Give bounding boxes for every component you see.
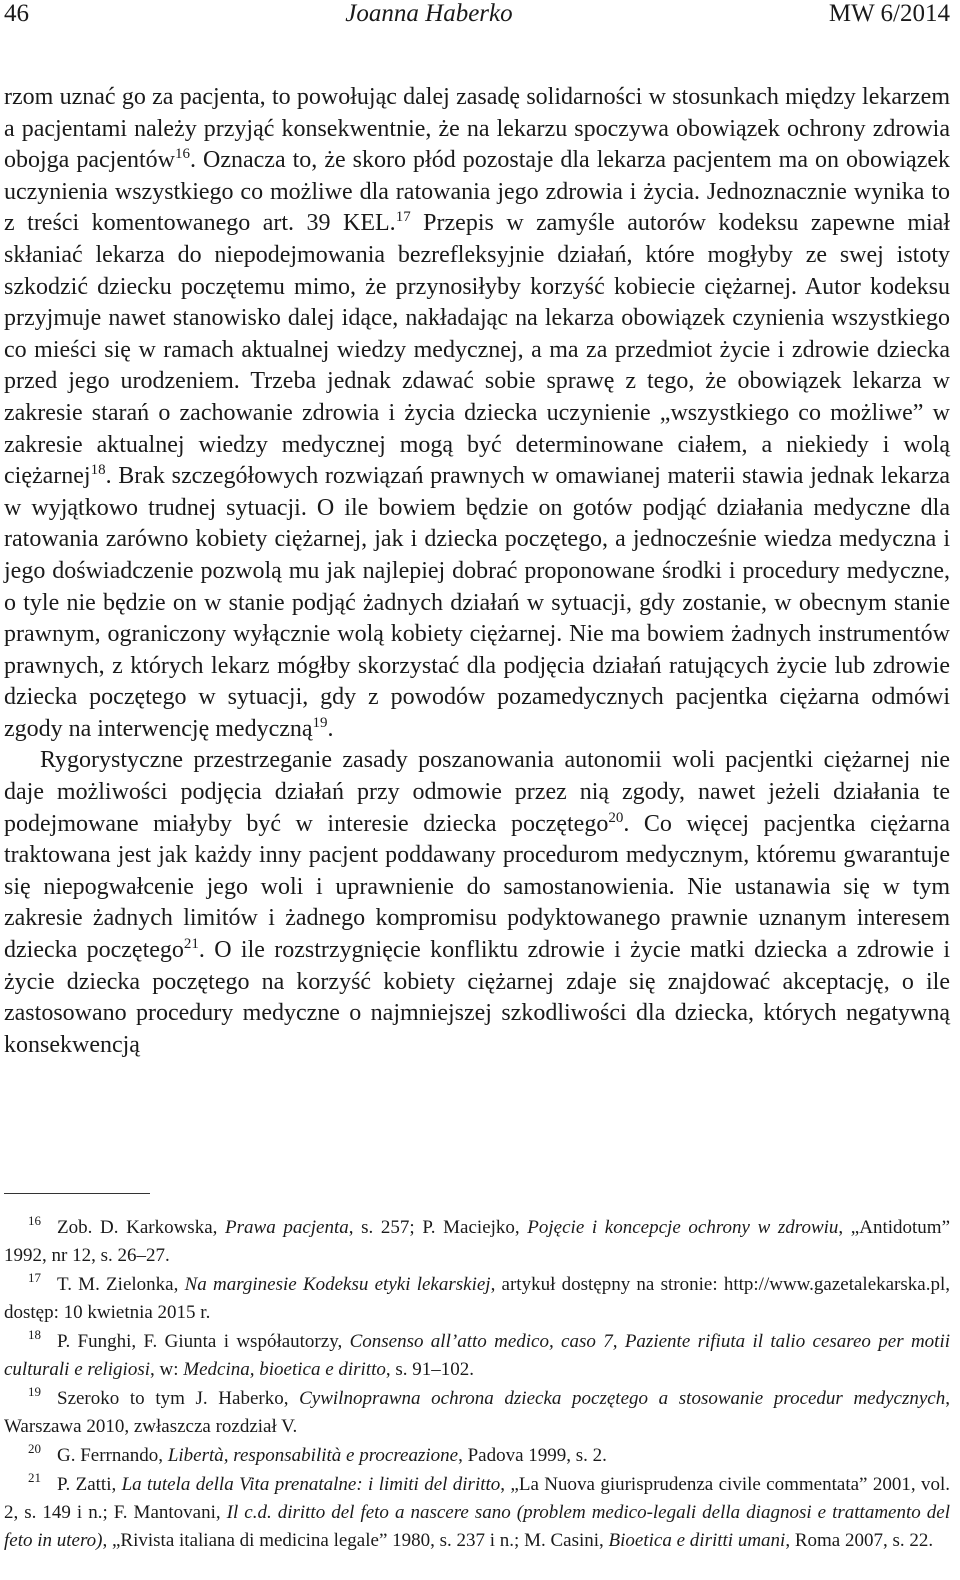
footnote-18 xyxy=(4,1328,950,1384)
footnote-21 xyxy=(4,1471,950,1555)
footnote-ref-20[interactable]: 20 xyxy=(608,809,624,826)
footnote-title: Consenso all’atto medico, caso 7, Paziente rifiuta il talio cesareo per motii culturali e religiosi xyxy=(4,1331,950,1380)
footnote-title: Il c.d. diritto del feto a nascere sano (problem medico-legali della diagnosi e trattamento del feto in utero) xyxy=(4,1502,950,1551)
text-run: Przepis w zamyśle autorów kodeksu zapewne miał skłaniać lekarza do niepodejmowania bezrefleksyjnie działań, które mogłyby ze swej istoty szkodzić dziecku poczętemu mimo, że przynosiłyby korzyść kobiecie ciężarnej. Autor kodeksu przyjmuje nawet stanowisko dalej idące, nakładając na lekarza obowiązek czynienia wszystkiego co mieści się w ramach aktualnej wiedzy medycznej, a ma za przedmiot życie i zdrowie dziecka przed jego urodzeniem. Trzeba jednak zdawać sobie sprawę z tego, że obowiązek lekarza w zakresie starań o zachowanie zdrowia i życia dziecka uczynienie „wszystkiego co możliwe” w zakresie aktualnej wiedzy medycznej mogą być determinowane ciałem, a niekiedy i wolą ciężarnej xyxy=(4,210,950,490)
footnote-ref-16[interactable]: 16 xyxy=(174,146,190,163)
footnote-19 xyxy=(4,1385,950,1441)
footnote-text: P. Zatti, xyxy=(57,1474,122,1495)
page-number: 46 xyxy=(4,0,29,27)
paragraph-2 xyxy=(4,745,950,1061)
paragraph-1 xyxy=(4,82,950,745)
footnote-title: Cywilnoprawna ochrona dziecka poczętego a stosowanie procedur medycznych xyxy=(299,1388,946,1409)
footnote-number: 19 xyxy=(28,1384,41,1399)
footnote-text: , s. 257; P. Maciejko, xyxy=(348,1217,528,1238)
footnote-text: P. Funghi, F. Giunta i współautorzy, xyxy=(57,1331,350,1352)
footnote-20 xyxy=(4,1442,950,1470)
footnote-title: La tutela della Vita prenatalne: i limiti del diritto xyxy=(121,1474,501,1495)
footnote-16 xyxy=(4,1214,950,1270)
text-run: rzom uznać go za pacjenta, to powołując dalej zasadę solidarności w stosunkach między lekarzem a pacjentami należy przyjąć konsekwentnie, że na lekarzu spoczywa obowiązek ochrony zdrowia obojga pacjentów xyxy=(4,84,950,174)
footnote-title: Prawa pacjenta xyxy=(225,1217,349,1238)
footnote-ref-18[interactable]: 18 xyxy=(90,462,106,479)
text-run: . Co więcej pacjentka ciężarna traktowana jest jak każdy inny pacjent poddawany procedurom medycznym, któremu gwarantuje się niepogwałcenie jego woli i uprawnienie do samostanowienia. Nie ustanawia się w tym zakresie żadnych limitów i żadnego kompromisu podyktowanego prawnie uznanym interesem dziecka poczętego xyxy=(4,810,950,964)
footnotes xyxy=(4,1214,950,1556)
footnote-text: , „Rivista italiana di medicina legale” 1980, s. 237 i n.; M. Casini, xyxy=(102,1530,609,1551)
running-head-author: Joanna Haberko xyxy=(345,0,513,27)
footnote-text: Zob. D. Karkowska, xyxy=(57,1217,226,1238)
text-run: . xyxy=(327,715,334,742)
footnote-number: 16 xyxy=(28,1213,41,1228)
footnote-number: 17 xyxy=(28,1270,41,1285)
body-text xyxy=(4,82,950,1061)
footnote-ref-21[interactable]: 21 xyxy=(183,936,199,953)
text-run: Rygorystyczne przestrzeganie zasady poszanowania autonomii woli pacjentki ciężarnej nie daje możliwości podjęcia działań przy odmowie przez nią zgody, nawet jeżeli działania te podejmowane miałyby być w interesie dziecka poczętego xyxy=(4,747,950,837)
text-run: . Oznacza to, że skoro płód pozostaje dla lekarza pacjentem ma on obowiązek uczynienia wszystkiego co możliwe dla ratowania jego zdrowia i życia. Jednoznacznie wynika to z treści komentowanego art. 39 KEL. xyxy=(4,147,950,237)
running-head xyxy=(4,0,950,30)
footnote-separator xyxy=(4,1193,150,1194)
footnote-title: Libertà, responsabilità e procreazione xyxy=(167,1445,459,1466)
running-head-journal: MW 6/2014 xyxy=(828,0,950,27)
footnote-title: Bioetica e diritti umani xyxy=(608,1530,786,1551)
footnote-text: , s. 91–102. xyxy=(385,1359,475,1380)
text-run: . O ile rozstrzygnięcie konfliktu zdrowie i życie matki dziecka a zdrowie i życie dziecka poczętego na korzyść kobiety ciężarnej zdaje się znajdować akceptację, o ile zastosowano procedury medyczne o najmniejszej szkodliwości dla dziecka, których negatywną konsekwencją xyxy=(4,937,951,1058)
footnote-17 xyxy=(4,1271,950,1327)
footnote-text: Szeroko to tym J. Haberko, xyxy=(57,1388,300,1409)
footnote-number: 20 xyxy=(28,1441,41,1456)
footnote-text: G. Ferrnando, xyxy=(57,1445,168,1466)
footnote-text: , „Antidotum” 1992, nr 12, s. 26–27. xyxy=(4,1217,951,1266)
footnote-title: Na marginesie Kodeksu etyki lekarskiej xyxy=(184,1274,491,1295)
footnote-text: , artykuł dostępny na stronie: http://www.gazetalekarska.pl, dostęp: 10 kwietnia 2015 r. xyxy=(4,1274,950,1323)
footnote-title: Medcina, bioetica e diritto xyxy=(183,1359,386,1380)
footnote-text: , w: xyxy=(150,1359,184,1380)
text-run: . Brak szczegółowych rozwiązań prawnych w omawianej materii stawia jednak lekarza w wyjątkowo trudnej sytuacji. O ile bowiem będzie on gotów podjąć działania medyczne dla ratowania zarówno kobiety ciężarnej, jak i dziecka poczętego, a jednocześnie wiedza medyczna i jego doświadczenie pozwolą mu jak najlepiej dobrać proponowane środki i procedury medyczne, o tyle nie będzie on w stanie podjąć żadnych działań w sytuacji, gdy zostanie, w obecnym stanie prawnym, ograniczony wyłącznie wolą kobiety ciężarnej. Nie ma bowiem żadnych instrumentów prawnych, z których lekarz mógłby skorzystać dla podjęcia działań ratujących życie lub zdrowie dziecka poczętego w sytuacji, gdy z powodów pozamedycznych pacjentka ciężarna odmówi zgody na interwencję medyczną xyxy=(4,463,950,742)
footnote-text: , Padova 1999, s. 2. xyxy=(458,1445,607,1466)
footnote-ref-17[interactable]: 17 xyxy=(395,209,411,226)
footnote-text: T. M. Zielonka, xyxy=(57,1274,185,1295)
footnote-number: 18 xyxy=(28,1327,41,1342)
footnote-text: , Warszawa 2010, zwłaszcza rozdział V. xyxy=(4,1388,950,1437)
footnote-text: , „La Nuova giurisprudenza civile commentata” 2001, vol. 2, s. 149 i n.; F. Mantovani, xyxy=(4,1474,951,1523)
footnote-title: Pojęcie i koncepcje ochrony w zdrowiu xyxy=(527,1217,839,1238)
footnote-number: 21 xyxy=(28,1470,41,1485)
footnote-ref-19[interactable]: 19 xyxy=(312,714,328,731)
footnote-text: , Roma 2007, s. 22. xyxy=(785,1530,934,1551)
